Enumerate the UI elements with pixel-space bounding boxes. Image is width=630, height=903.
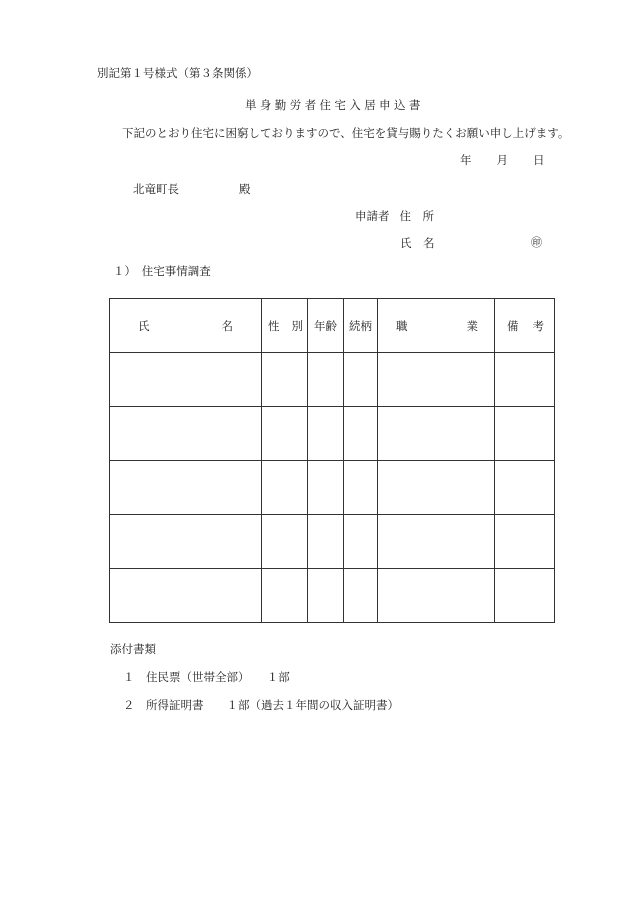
- cell-remarks[interactable]: [495, 515, 555, 569]
- addressee-name: 北竜町長: [133, 182, 179, 196]
- cell-occupation[interactable]: [378, 407, 495, 461]
- table-row: [110, 407, 555, 461]
- cell-remarks[interactable]: [495, 407, 555, 461]
- header-gender-2: 別: [291, 318, 303, 333]
- cell-occupation[interactable]: [378, 353, 495, 407]
- attachment-item: １ 住民票（世帯全部） １部: [123, 670, 290, 684]
- seal-mark: ㊞: [531, 236, 542, 249]
- applicant-name-label: 氏 名: [400, 236, 435, 250]
- header-name-2: 名: [221, 318, 233, 333]
- header-occupation: [378, 299, 495, 353]
- header-name-1: 氏: [138, 318, 150, 333]
- header-remarks-2: 考: [532, 318, 544, 333]
- table-row: [110, 515, 555, 569]
- cell-relation[interactable]: [344, 407, 378, 461]
- header-age: 年齢: [308, 299, 344, 353]
- cell-age[interactable]: [308, 569, 344, 623]
- cell-relation[interactable]: [344, 515, 378, 569]
- applicant-label: 申請者: [355, 209, 390, 223]
- cell-name[interactable]: [110, 569, 262, 623]
- header-occupation-1: 職: [396, 318, 408, 333]
- cell-name[interactable]: [110, 407, 262, 461]
- addressee: [133, 182, 251, 196]
- table-row: [110, 461, 555, 515]
- header-remarks-1: 備: [507, 318, 519, 333]
- cell-age[interactable]: [308, 515, 344, 569]
- cell-occupation[interactable]: [378, 569, 495, 623]
- cell-relation[interactable]: [344, 461, 378, 515]
- header-name: [110, 299, 262, 353]
- attachment-item: ２ 所得証明書 １部（過去１年間の収入証明書）: [123, 698, 399, 712]
- household-table: [109, 298, 555, 623]
- table-row: [110, 353, 555, 407]
- date-day-label: 日: [533, 153, 545, 167]
- cell-name[interactable]: [110, 461, 262, 515]
- document-title: 単身勤労者住宅入居申込書: [245, 98, 424, 112]
- survey-heading: １） 住宅事情調査: [113, 264, 211, 278]
- cell-name[interactable]: [110, 353, 262, 407]
- cell-relation[interactable]: [344, 353, 378, 407]
- attachments-heading: 添付書類: [110, 642, 156, 656]
- cell-remarks[interactable]: [495, 461, 555, 515]
- cell-gender[interactable]: [262, 461, 308, 515]
- cell-gender[interactable]: [262, 569, 308, 623]
- date-line: [460, 153, 545, 167]
- cell-gender[interactable]: [262, 407, 308, 461]
- applicant-address-line: [355, 209, 434, 223]
- addressee-honorific: 殿: [239, 182, 251, 196]
- cell-remarks[interactable]: [495, 569, 555, 623]
- cell-occupation[interactable]: [378, 515, 495, 569]
- date-year-label: 年: [460, 153, 472, 167]
- cell-age[interactable]: [308, 407, 344, 461]
- header-remarks: [495, 299, 555, 353]
- table-row: [110, 569, 555, 623]
- date-month-label: 月: [496, 153, 508, 167]
- header-gender-1: 性: [268, 318, 280, 333]
- table-header-row: [110, 299, 555, 353]
- cell-remarks[interactable]: [495, 353, 555, 407]
- header-relation: 続柄: [344, 299, 378, 353]
- cell-gender[interactable]: [262, 353, 308, 407]
- header-occupation-2: 業: [466, 318, 478, 333]
- cell-occupation[interactable]: [378, 461, 495, 515]
- applicant-address-label: 住 所: [399, 209, 434, 223]
- form-number: 別記第１号様式（第３条関係）: [97, 66, 258, 80]
- cell-gender[interactable]: [262, 515, 308, 569]
- intro-text: 下記のとおり住宅に困窮しておりますので、住宅を貸与賜りたくお願い申し上げます。: [122, 126, 570, 140]
- cell-age[interactable]: [308, 353, 344, 407]
- cell-relation[interactable]: [344, 569, 378, 623]
- cell-name[interactable]: [110, 515, 262, 569]
- header-gender: [262, 299, 308, 353]
- cell-age[interactable]: [308, 461, 344, 515]
